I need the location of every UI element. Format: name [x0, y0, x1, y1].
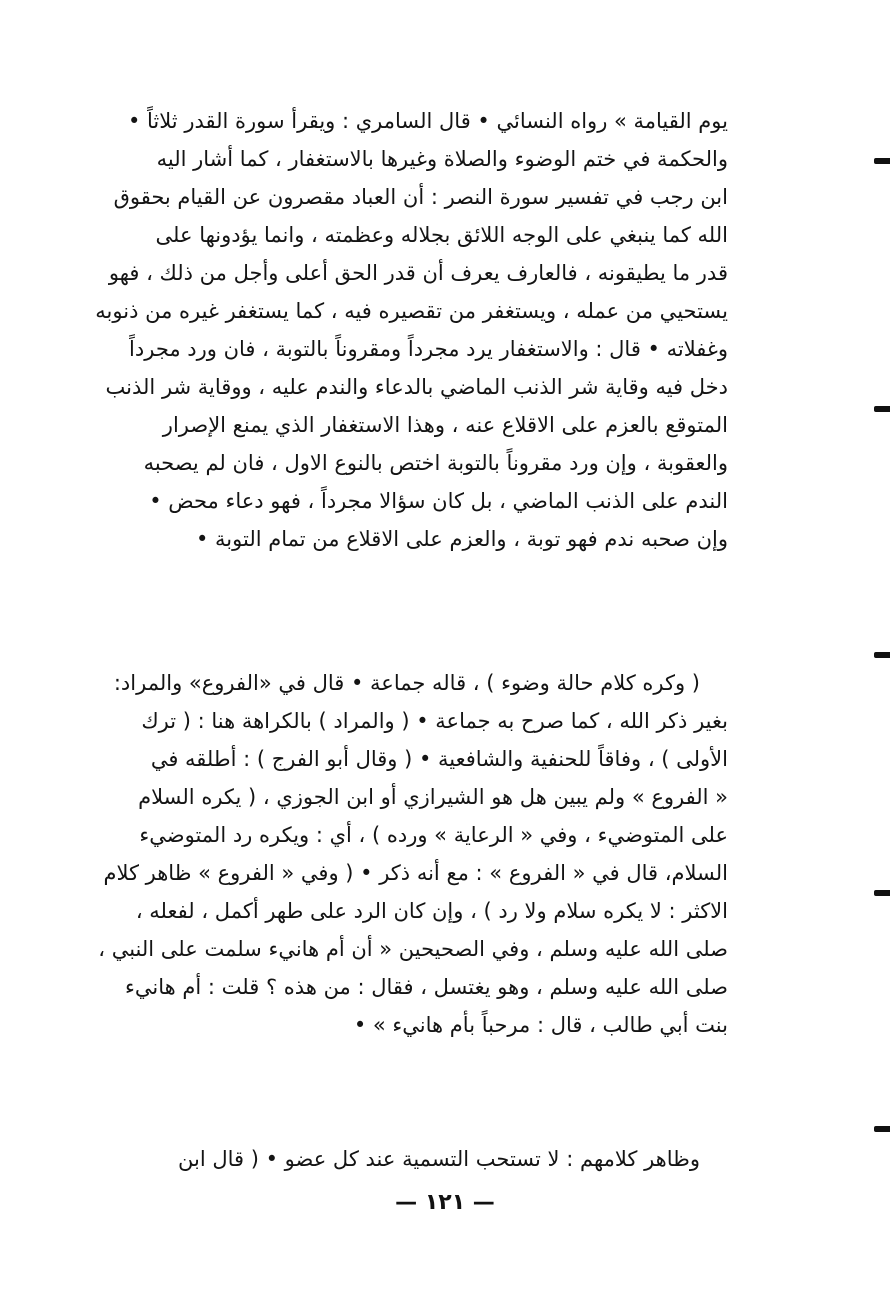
text-line: صلى الله عليه وسلم ، وهو يغتسل ، فقال : من هذه ؟ قلت : أم هانيء [125, 975, 728, 999]
text-line: الأولى ) ، وفاقاً للحنفية والشافعية • ( وقال أبو الفرج ) : أطلقه في [150, 747, 728, 771]
text-line: والعقوبة ، وإن ورد مقروناً بالتوبة اختص بالنوع الاول ، فان لم يصحبه [143, 451, 728, 475]
edge-mark [874, 406, 890, 412]
edge-mark [874, 652, 890, 658]
text-line: بغير ذكر الله ، كما صرح به جماعة • ( والمراد ) بالكراهة هنا : ( ترك [141, 709, 728, 733]
text-line: وغفلاته • قال : والاستغفار يرد مجرداً ومقروناً بالتوبة ، فان ورد مجرداً [129, 337, 728, 361]
text-line: ابن رجب في تفسير سورة النصر : أن العباد مقصرون عن القيام بحقوق [113, 185, 728, 209]
text-line: وإن صحبه ندم فهو توبة ، والعزم على الاقلاع من تمام التوبة • [195, 527, 728, 551]
text-line: بنت أبي طالب ، قال : مرحباً بأم هانيء » • [353, 1013, 728, 1037]
edge-mark [874, 890, 890, 896]
text-line: المتوقع بالعزم على الاقلاع عنه ، وهذا الاستغفار الذي يمنع الإصرار [162, 413, 728, 437]
text-line: يوم القيامة » رواه النسائي • قال السامري : ويقرأ سورة القدر ثلاثاً • [127, 109, 728, 133]
paragraph-2 [98, 664, 728, 1044]
text-line: وظاهر كلامهم : لا تستحب التسمية عند كل عضو • ( قال ابن [178, 1147, 700, 1171]
text-line: يستحيي من عمله ، ويستغفر من تقصيره فيه ، كما يستغفر غيره من ذنوبه [95, 299, 728, 323]
text-line: « الفروع » ولم يبين هل هو الشيرازي أو ابن الجوزي ، ( يكره السلام [138, 785, 728, 809]
text-line: على المتوضيء ، وفي « الرعاية » ورده ) ، أي : ويكره رد المتوضيء [139, 823, 728, 847]
edge-mark [874, 158, 890, 164]
text-line: قدر ما يطيقونه ، فالعارف يعرف أن قدر الحق أعلى وأجل من ذلك ، فهو [108, 261, 728, 285]
page-number: — ١٢١ — [395, 1190, 495, 1215]
text-line: والحكمة في ختم الوضوء والصلاة وغيرها بالاستغفار ، كما أشار اليه [156, 147, 728, 171]
text-line: الله كما ينبغي على الوجه اللائق بجلاله وعظمته ، وانما يؤدونها على [155, 223, 728, 247]
text-line: صلى الله عليه وسلم ، وفي الصحيحين « أن أم هانيء سلمت على النبي ، [98, 937, 728, 961]
text-line: دخل فيه وقاية شر الذنب الماضي بالدعاء والندم عليه ، ووقاية شر الذنب [105, 375, 728, 399]
text-line: الاكثر : لا يكره سلام ولا رد ) ، وإن كان الرد على طهر أكمل ، لفعله ، [135, 899, 728, 923]
text-line: الندم على الذنب الماضي ، بل كان سؤالا مجرداً ، فهو دعاء محض • [149, 489, 728, 513]
edge-mark [874, 1126, 890, 1132]
paragraph-3 [168, 1140, 728, 1178]
text-line: ( وكره كلام حالة وضوء ) ، قاله جماعة • قال في «الفروع» والمراد: [113, 671, 700, 695]
paragraph-1 [95, 102, 728, 558]
text-line: السلام، قال في « الفروع » : مع أنه ذكر • ( وفي « الفروع » ظاهر كلام [103, 861, 728, 885]
